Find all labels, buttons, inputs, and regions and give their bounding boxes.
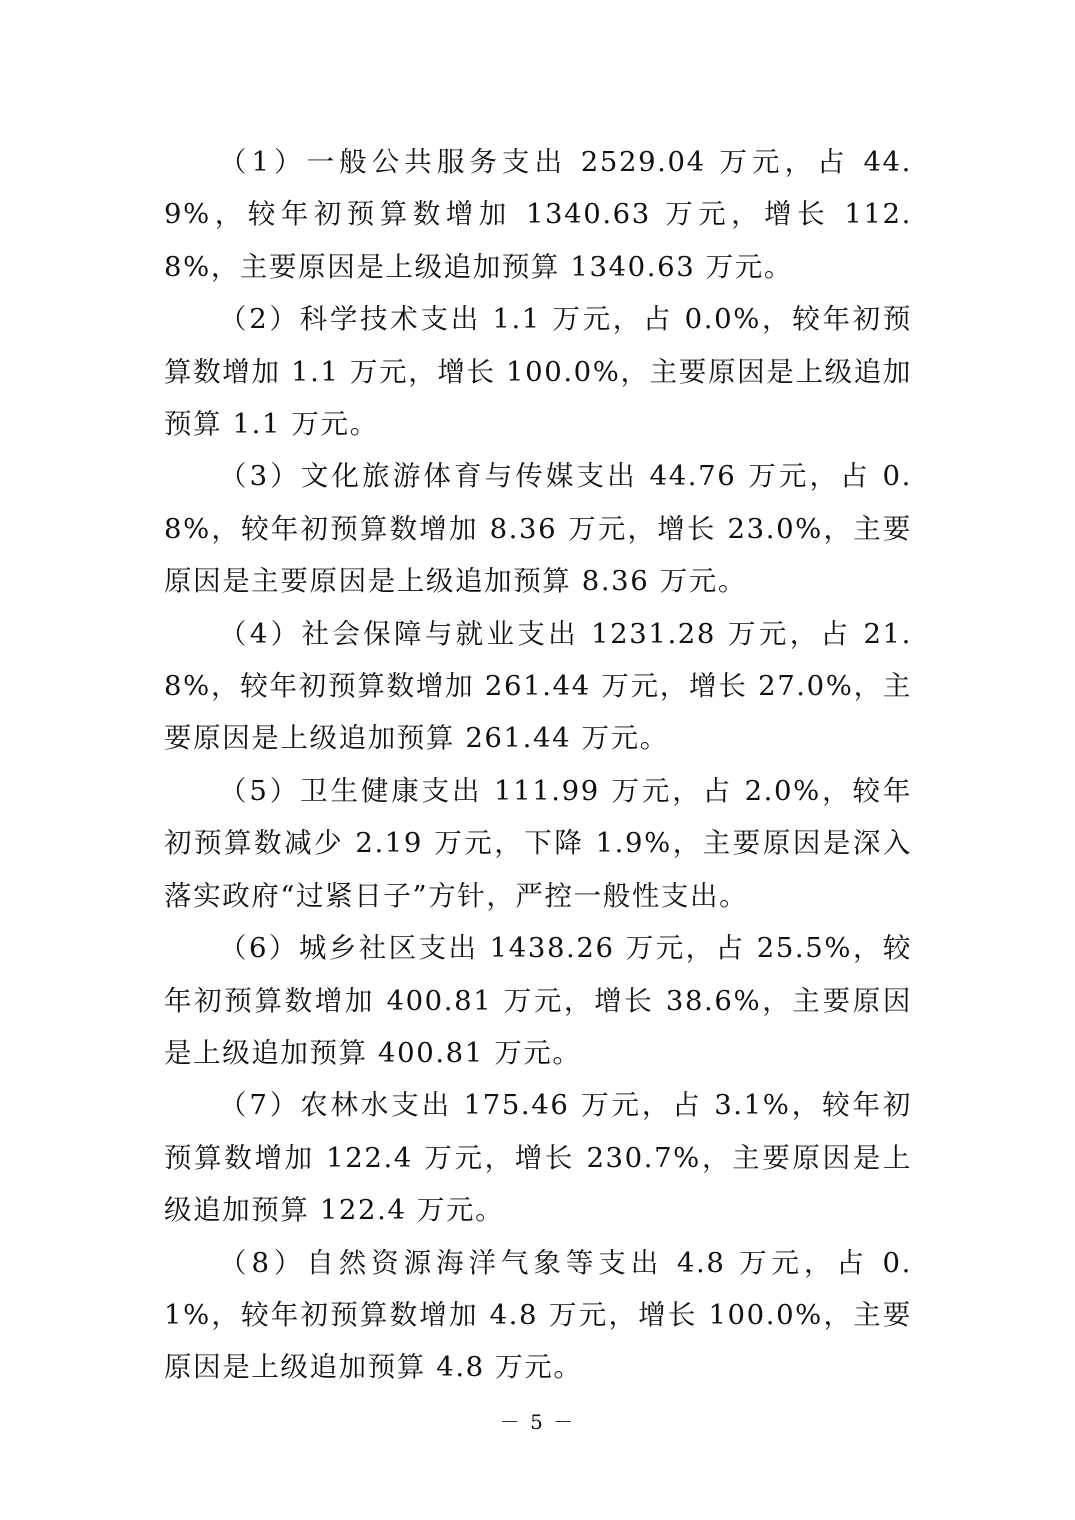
paragraph-agriculture-forestry-water: （7）农林水支出 175.46 万元，占 3.1%，较年初预算数增加 122.4 万元，增长 230.7%，主要原因是上级追加预算 122.4 万元。 [164, 1089, 912, 1227]
paragraph-social-security-employment: （4）社会保障与就业支出 1231.28 万元，占 21.8%，较年初预算数增加 261.44 万元，增长 27.0%，主要原因是上级追加预算 261.44 万元。 [164, 617, 912, 755]
paragraph-natural-resources-ocean-weather: （8）自然资源海洋气象等支出 4.8 万元，占 0.1%，较年初预算数增加 4.8 万元，增长 100.0%，主要原因是上级追加预算 4.8 万元。 [164, 1246, 912, 1384]
paragraph-culture-tourism-sports-media: （3）文化旅游体育与传媒支出 44.76 万元，占 0.8%，较年初预算数增加 8.36 万元，增长 23.0%，主要原因是主要原因是上级追加预算 8.36 万元。 [164, 460, 912, 598]
paragraph-general-public-services: （1）一般公共服务支出 2529.04 万元，占 44.9%，较年初预算数增加 1340.63 万元，增长 112.8%，主要原因是上级追加预算 1340.63 万元。 [164, 146, 912, 283]
paragraph-urban-rural-community: （6）城乡社区支出 1438.26 万元，占 25.5%，较年初预算数增加 400.81 万元，增长 38.6%，主要原因是上级追加预算 400.81 万元。 [164, 932, 912, 1069]
body-text [164, 136, 912, 1394]
page-number: － 5 － [499, 1410, 576, 1434]
paragraph-health: （5）卫生健康支出 111.99 万元，占 2.0%，较年初预算数减少 2.19 万元，下降 1.9%，主要原因是深入落实政府“过紧日子”方针，严控一般性支出。 [164, 774, 912, 912]
paragraph-science-technology: （2）科学技术支出 1.1 万元，占 0.0%，较年初预算数增加 1.1 万元，增长 100.0%，主要原因是上级追加预算 1.1 万元。 [164, 303, 912, 441]
